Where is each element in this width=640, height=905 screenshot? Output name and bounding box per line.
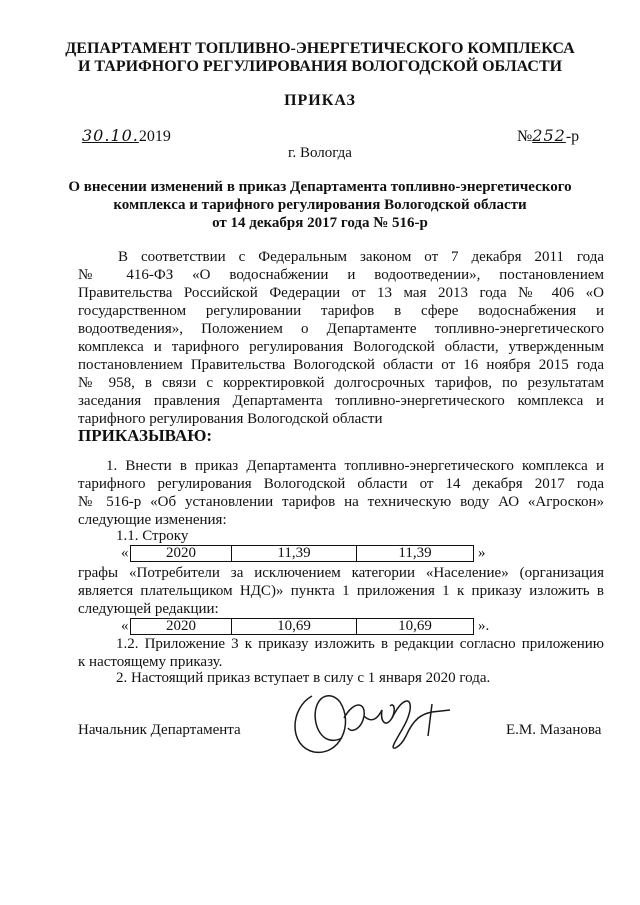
item11-label: 1.1. Строку [116,528,189,544]
item1-line: 1. Внести в приказ Департамента топливно-энергетического комплекса и [106,458,604,474]
order-word: ПРИКАЗЫВАЮ: [78,426,213,445]
item1-line: тарифного регулирования Вологодской области от 14 декабря 2017 года [78,476,604,492]
date-year: 2019 [138,128,171,145]
preamble-line: постановлением Правительства Вологодской области от 16 ноября 2015 года [78,357,604,373]
document-type: ПРИКАЗ [284,92,356,109]
item12-line: к настоящему приказу. [78,654,223,670]
tariff-cell: 11,39 [357,546,474,562]
preamble-line: В соответствии с Федеральным законом от 7 декабря 2011 года [118,249,604,265]
department-name-line1: ДЕПАРТАМЕНТ ТОПЛИВНО-ЭНЕРГЕТИЧЕСКОГО КОМПЛЕКСА [65,40,575,57]
item11-text-line: является плательщиком НДС)» пункта 1 приложения 1 к приказу изложить в [78,583,604,599]
item12-line: 1.2. Приложение 3 к приказу изложить в редакции согласно приложению [116,636,604,652]
close-quote-dot: ». [478,618,490,634]
item1-line: № 516-р «Об установлении тарифов на техническую воду АО «Агроскон» [78,494,604,510]
item11-text-line: следующей редакции: [78,601,219,617]
year-cell: 2020 [131,546,232,562]
preamble-line: заседания правления Департамента топливно-энергетического комплекса и [78,393,604,409]
number-suffix: -р [565,128,580,145]
tariff-row-new [130,618,474,635]
item2: 2. Настоящий приказ вступает в силу с 1 января 2020 года. [116,670,491,686]
preamble-line: водоотведения», Положением о Департаменте топливно-энергетического [78,321,604,337]
document-number [517,126,579,146]
item1-line: следующие изменения: [78,512,227,528]
subject-line2: комплекса и тарифного регулирования Вологодской области [113,197,527,213]
open-quote: « [121,545,129,561]
preamble-line: № 416-ФЗ «О водоснабжении и водоотведении», постановлением [78,267,604,283]
signatory-name: Е.М. Мазанова [506,722,602,738]
tariff-cell: 10,69 [357,619,474,635]
tariff-row-old [130,545,474,562]
city: г. Вологда [288,145,352,161]
tariff-cell: 10,69 [232,619,357,635]
preamble-line: тарифного регулирования Вологодской области [78,411,383,427]
subject-line1: О внесении изменений в приказ Департамента топливно-энергетического [68,179,572,195]
preamble-line: Правительства Российской Федерации от 13 мая 2013 года № 406 «О [78,285,604,301]
close-quote: » [478,545,486,561]
handwritten-number: 252 [532,126,566,145]
handwritten-date: 30.10. [82,126,139,145]
tariff-cell: 11,39 [232,546,357,562]
handwritten-signature [282,688,462,760]
subject-line3: от 14 декабря 2017 года № 516-р [212,215,428,231]
item11-text-line: графы «Потребители за исключением категории «Население» (организация [78,565,604,581]
preamble-line: комплекса и тарифного регулирования Вологодской области, утвержденным [78,339,604,355]
preamble-line: государственном регулировании тарифов в сфере водоснабжения и [78,303,604,319]
year-cell: 2020 [131,619,232,635]
document-date [82,126,171,146]
open-quote: « [121,618,129,634]
department-name-line2: И ТАРИФНОГО РЕГУЛИРОВАНИЯ ВОЛОГОДСКОЙ ОБЛАСТИ [77,58,563,75]
signatory-position: Начальник Департамента [78,722,241,738]
number-sign: № [517,128,533,145]
preamble-line: № 958, в связи с корректировкой долгосрочных тарифов, по результатам [78,375,604,391]
